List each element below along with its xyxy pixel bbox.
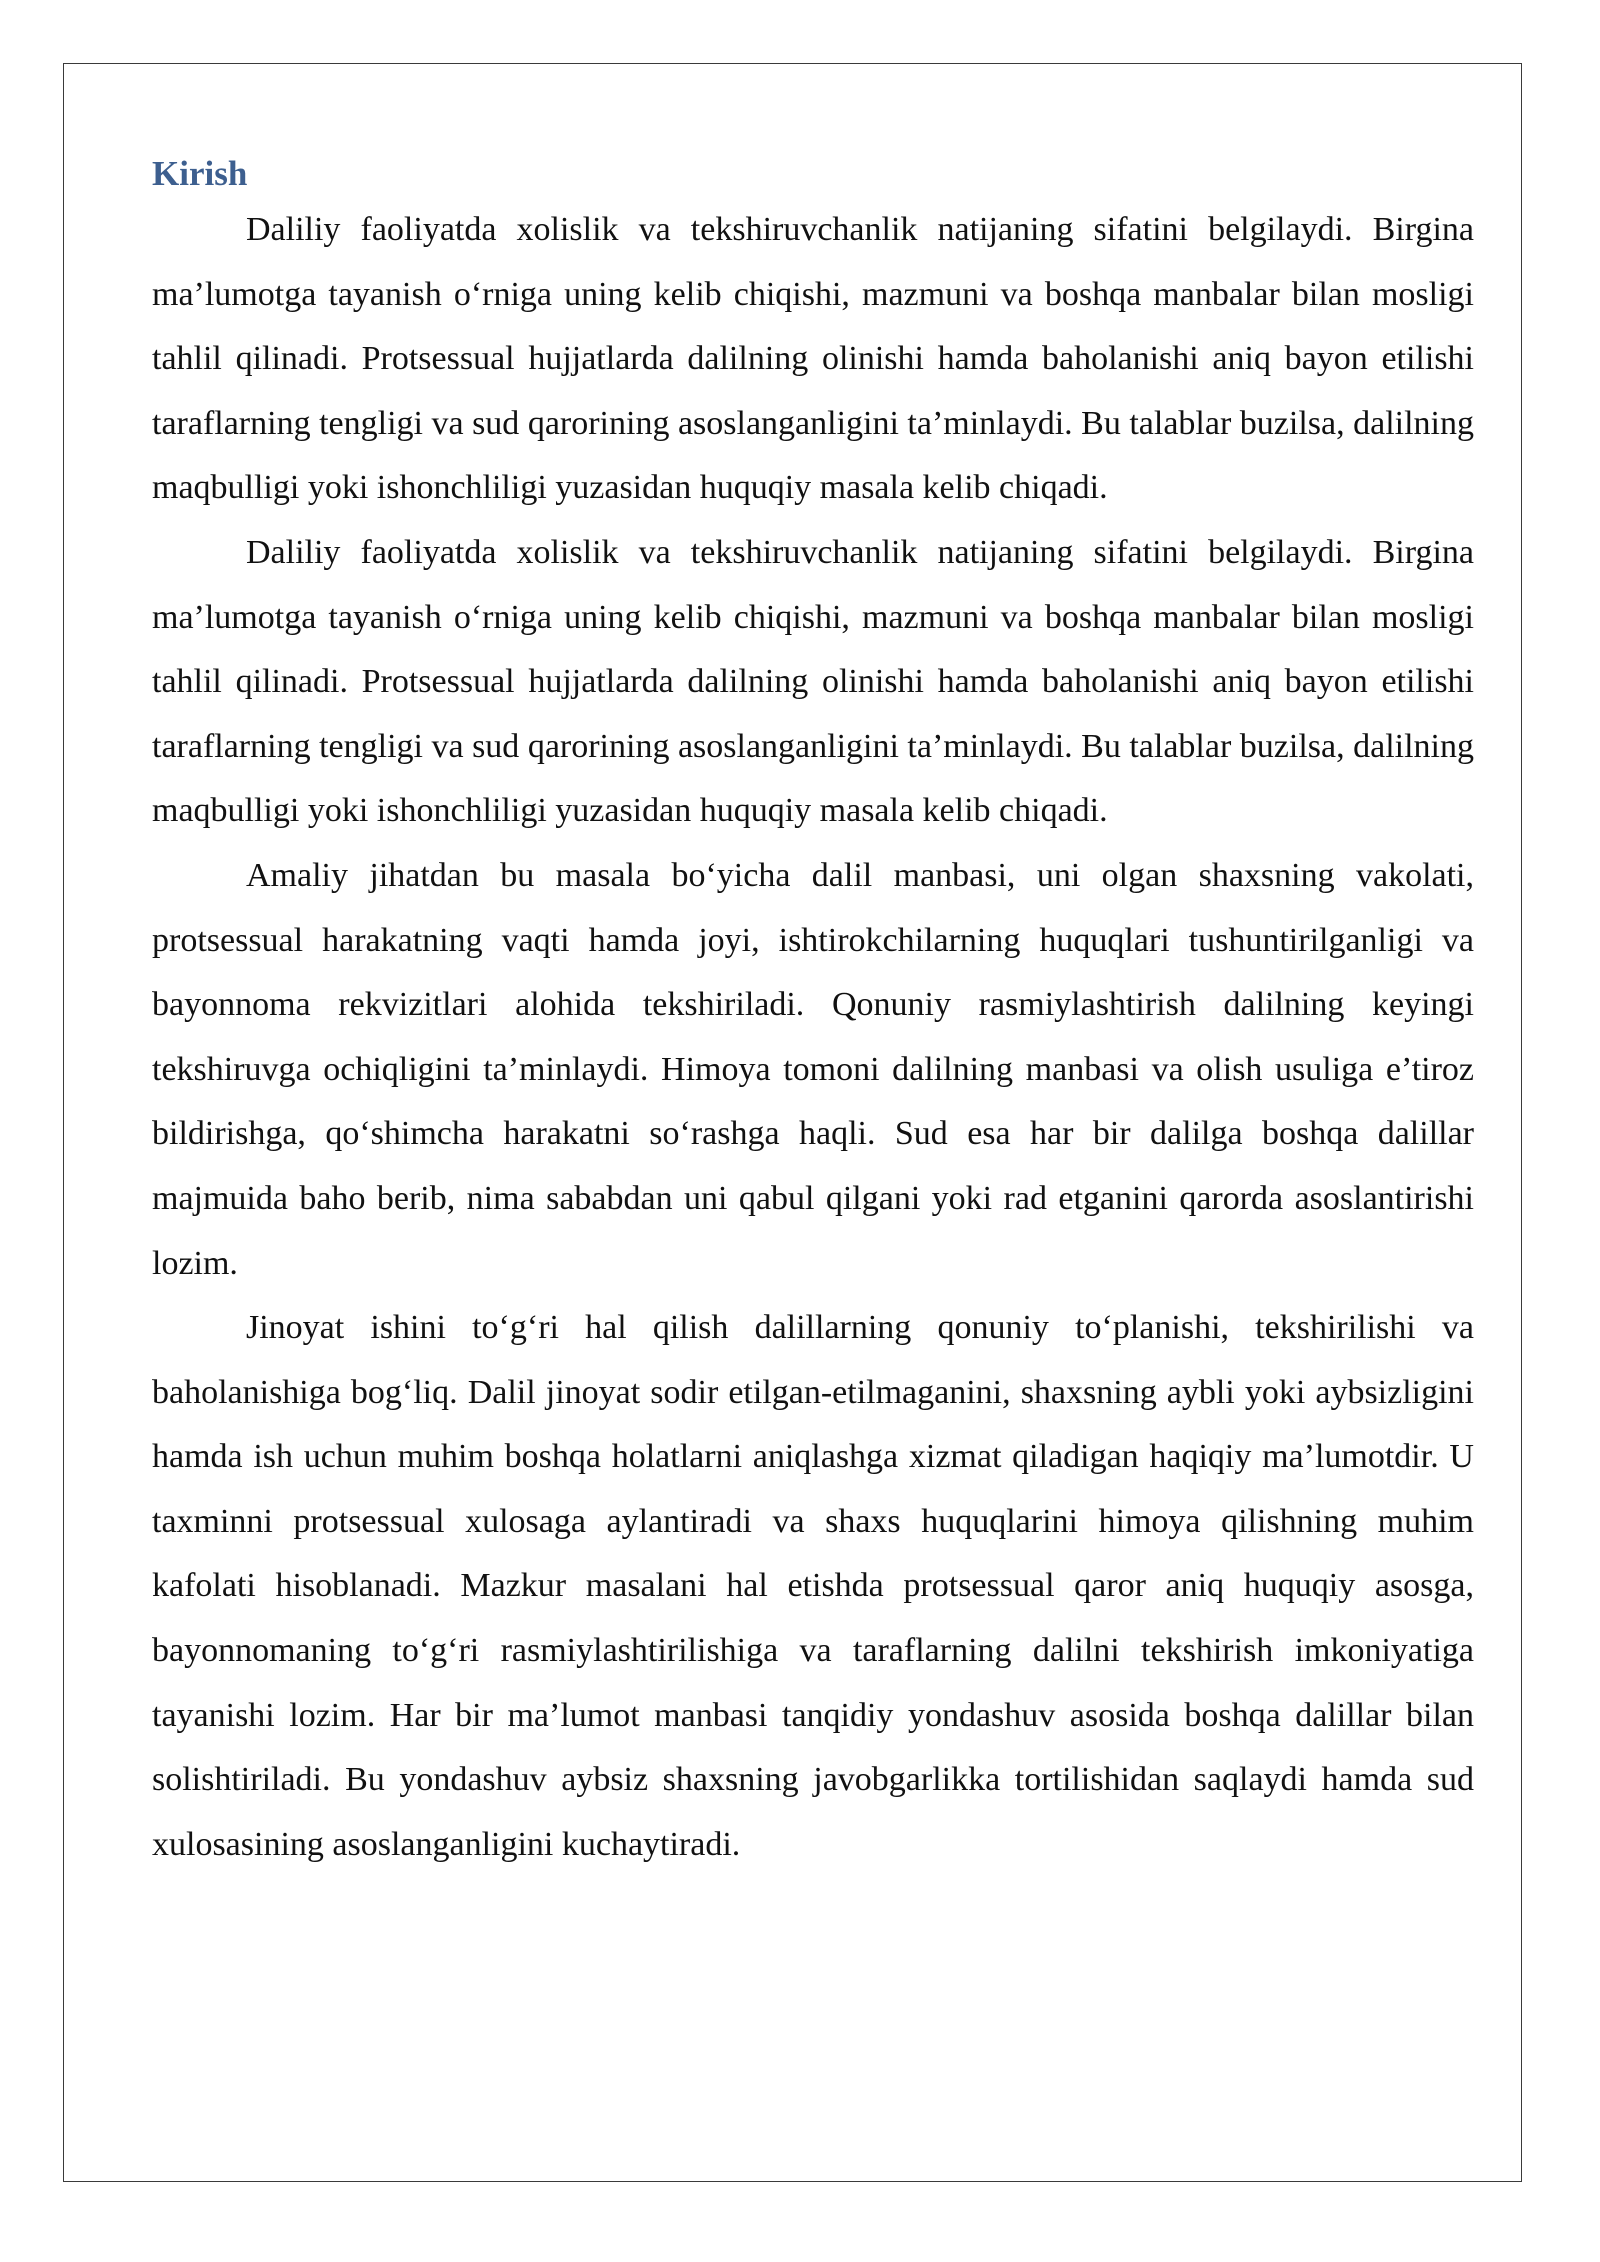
paragraph-4: Jinoyat ishini to‘g‘ri hal qilish dalillarning qonuniy to‘planishi, tekshirilishi va baholanishiga bog‘liq. Dalil jinoyat sodir etilgan-etilmaganini, shaxsning aybli yoki aybsizligini hamda ish uchun muhim boshqa holatlarni aniqlashga xizmat qiladigan haqiqiy ma’lumotdir. U taxminni protsessual xulosaga aylantiradi va shaxs huquqlarini himoya qilishning muhim kafolati hisoblanadi. Mazkur masalani hal etishda protsessual qaror aniq huquqiy asosga, bayonnomaning to‘g‘ri rasmiylashtirilishiga va taraflarning dalilni tekshirish imkoniyatiga tayanishi lozim. Har bir ma’lumot manbasi tanqidiy yondashuv asosida boshqa dalillar bilan solishtiriladi. Bu yondashuv aybsiz shaxsning javobgarlikka tortilishidan saqlaydi hamda sud xulosasining asoslanganligini kuchaytiradi.: [152, 1309, 1474, 1863]
section-heading: Kirish: [152, 154, 248, 193]
paragraph-1: Daliliy faoliyatda xolislik va tekshiruvchanlik natijaning sifatini belgilaydi. Birgina ma’lumotga tayanish o‘rniga uning kelib chiqishi, mazmuni va boshqa manbalar bilan mosligi tahlil qilinadi. Protsessual hujjatlarda dalilning olinishi hamda baholanishi aniq bayon etilishi taraflarning tengligi va sud qarorining asoslanganligini ta’minlaydi. Bu talablar buzilsa, dalilning maqbulligi yoki ishonchliligi yuzasidan huquqiy masala kelib chiqadi.: [152, 211, 1474, 507]
document-body: [152, 150, 1474, 1877]
paragraph-3: Amaliy jihatdan bu masala bo‘yicha dalil manbasi, uni olgan shaxsning vakolati, protsessual harakatning vaqti hamda joyi, ishtirokchilarning huquqlari tushuntirilganligi va bayonnoma rekvizitlari alohida tekshiriladi. Qonuniy rasmiylashtirish dalilning keyingi tekshiruvga ochiqligini ta’minlaydi. Himoya tomoni dalilning manbasi va olish usuliga e’tiroz bildirishga, qo‘shimcha harakatni so‘rashga haqli. Sud esa har bir dalilga boshqa dalillar majmuida baho berib, nima sababdan uni qabul qilgani yoki rad etganini qarorda asoslantirishi lozim.: [152, 856, 1474, 1282]
paragraph-2: Daliliy faoliyatda xolislik va tekshiruvchanlik natijaning sifatini belgilaydi. Birgina ma’lumotga tayanish o‘rniga uning kelib chiqishi, mazmuni va boshqa manbalar bilan mosligi tahlil qilinadi. Protsessual hujjatlarda dalilning olinishi hamda baholanishi aniq bayon etilishi taraflarning tengligi va sud qarorining asoslanganligini ta’minlaydi. Bu talablar buzilsa, dalilning maqbulligi yoki ishonchliligi yuzasidan huquqiy masala kelib chiqadi.: [152, 533, 1474, 830]
